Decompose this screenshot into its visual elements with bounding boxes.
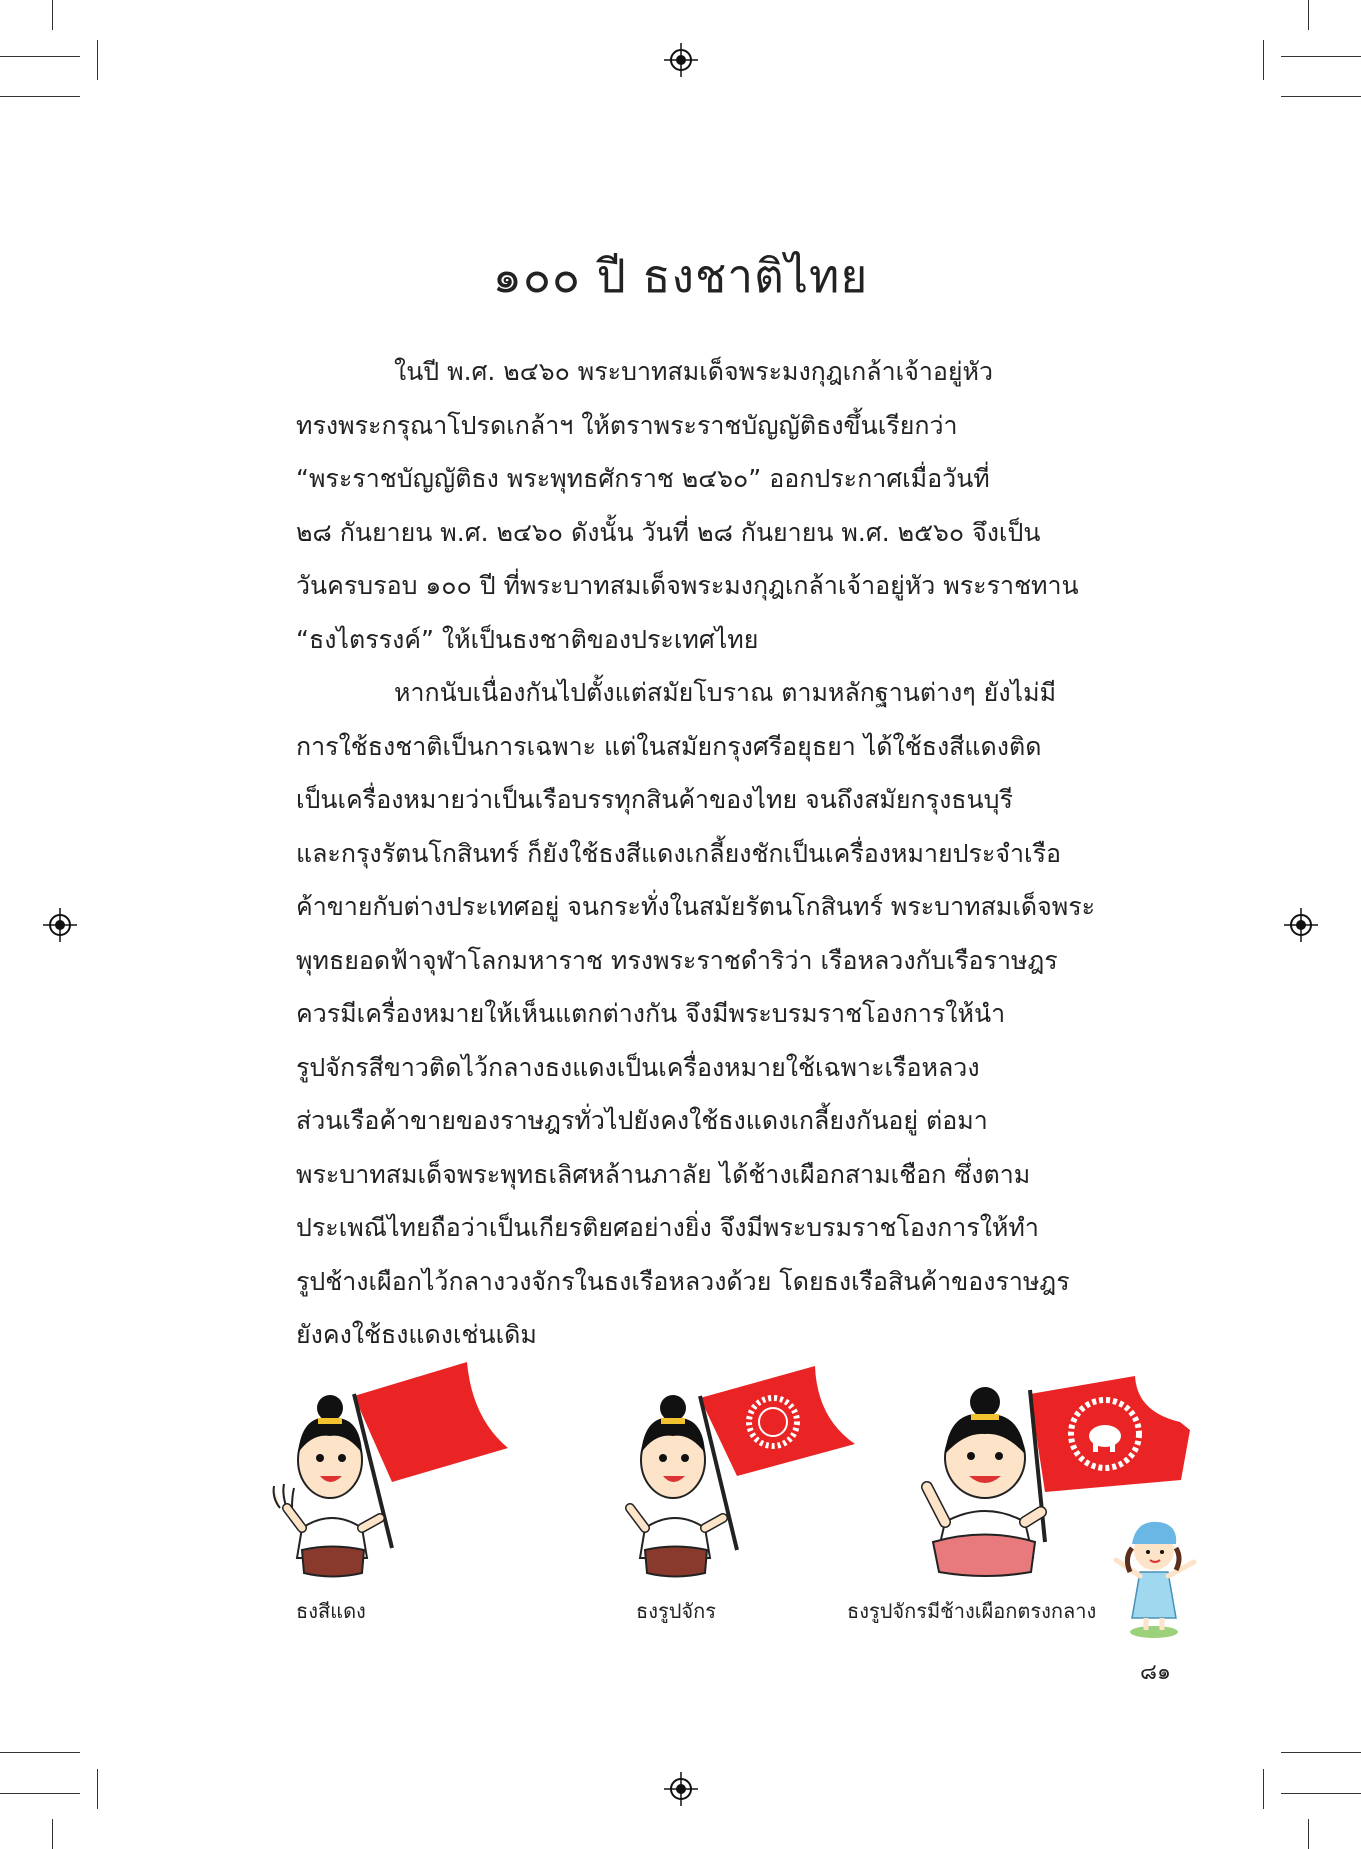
text-line: ในปี พ.ศ. ๒๔๖๐ พระบาทสมเด็จพระมงกุฎเกล้าเจ้าอยู่หัว [394, 357, 994, 386]
figure-caption: ธงรูปจักร [636, 1599, 716, 1623]
crop-mark [0, 1752, 80, 1753]
figure-caption: ธงสีแดง [296, 1599, 366, 1623]
crop-mark [0, 56, 80, 57]
page-number: ๘๑ [1140, 1660, 1171, 1685]
text-line: วันครบรอบ ๑๐๐ ปี ที่พระบาทสมเด็จพระมงกุฎเกล้าเจ้าอยู่หัว พระราชทาน [296, 571, 1079, 600]
text-line: พุทธยอดฟ้าจุฬาโลกมหาราช ทรงพระราชดำริว่า เรือหลวงกับเรือราษฎร [296, 945, 1058, 975]
crop-mark [1308, 0, 1309, 30]
crop-mark [1281, 1793, 1361, 1794]
crop-mark [1263, 1769, 1264, 1809]
text-line: ควรมีเครื่องหมายให้เห็นแตกต่างกัน จึงมีพระบรมราชโองการให้นำ [296, 999, 1006, 1028]
crop-mark [97, 1769, 98, 1809]
crop-mark [1308, 1819, 1309, 1849]
registration-mark-icon [1284, 908, 1318, 942]
text-line: รูปจักรสีขาวติดไว้กลางธงแดงเป็นเครื่องหมายใช้เฉพาะเรือหลวง [296, 1052, 980, 1082]
text-line: ประเพณีไทยถือว่าเป็นเกียรติยศอย่างยิ่ง จึงมีพระบรมราชโองการให้ทำ [296, 1213, 1039, 1242]
text-line: การใช้ธงชาติเป็นการเฉพาะ แต่ในสมัยกรุงศรีอยุธยา ได้ใช้ธงสีแดงติด [296, 731, 1042, 761]
crop-mark [52, 1819, 53, 1849]
registration-mark-icon [43, 908, 77, 942]
crop-mark [1281, 96, 1361, 97]
figure-caption: ธงรูปจักรมีช้างเผือกตรงกลาง [847, 1599, 1097, 1623]
text-line: รูปช้างเผือกไว้กลางวงจักรในธงเรือหลวงด้วย โดยธงเรือสินค้าของราษฎร [296, 1266, 1070, 1296]
registration-mark-icon [664, 43, 698, 77]
text-line: เป็นเครื่องหมายว่าเป็นเรือบรรทุกสินค้าของไทย จนถึงสมัยกรุงธนบุรี [296, 785, 1013, 814]
crop-mark [0, 96, 80, 97]
text-line: หากนับเนื่องกันไปตั้งแต่สมัยโบราณ ตามหลักฐานต่างๆ ยังไม่มี [394, 678, 1057, 707]
text-line: ส่วนเรือค้าขายของราษฎรทั่วไปยังคงใช้ธงแดงเกลี้ยงกันอยู่ ต่อมา [296, 1106, 988, 1135]
crop-mark [1281, 56, 1361, 57]
article-body [296, 345, 1106, 1362]
boy-with-chakra-flag-illustration [605, 1358, 855, 1580]
text-line: ๒๘ กันยายน พ.ศ. ๒๔๖๐ ดังนั้น วันที่ ๒๘ กันยายน พ.ศ. ๒๕๖๐ จึงเป็น [296, 517, 1041, 547]
crop-mark [1281, 1752, 1361, 1753]
text-line: “ธงไตรรงค์” ให้เป็นธงชาติของประเทศไทย [296, 624, 759, 654]
text-line: “พระราชบัญญัติธง พระพุทธศักราช ๒๔๖๐” ออกประกาศเมื่อวันที่ [296, 464, 990, 493]
crop-mark [0, 1793, 80, 1794]
crop-mark [97, 40, 98, 80]
crop-mark [52, 0, 53, 30]
text-line: ทรงพระกรุณาโปรดเกล้าฯ ให้ตราพระราชบัญญัติธงขึ้นเรียกว่า [296, 410, 958, 440]
text-line: และกรุงรัตนโกสินทร์ ก็ยังใช้ธงสีแดงเกลี้ยงชักเป็นเครื่องหมายประจำเรือ [296, 838, 1062, 868]
crop-mark [1263, 40, 1264, 80]
text-line: พระบาทสมเด็จพระพุทธเลิศหล้านภาลัย ได้ช้างเผือกสามเชือก ซึ่งตาม [296, 1159, 1031, 1189]
page-title: ๑๐๐ ปี ธงชาติไทย [492, 249, 869, 303]
girl-illustration [1110, 1510, 1200, 1642]
text-line: ยังคงใช้ธงแดงเช่นเดิม [296, 1320, 537, 1349]
registration-mark-icon [664, 1772, 698, 1806]
text-line: ค้าขายกับต่างประเทศอยู่ จนกระทั่งในสมัยรัตนโกสินทร์ พระบาทสมเด็จพระ [296, 892, 1096, 921]
boy-with-red-flag-illustration [262, 1358, 512, 1580]
